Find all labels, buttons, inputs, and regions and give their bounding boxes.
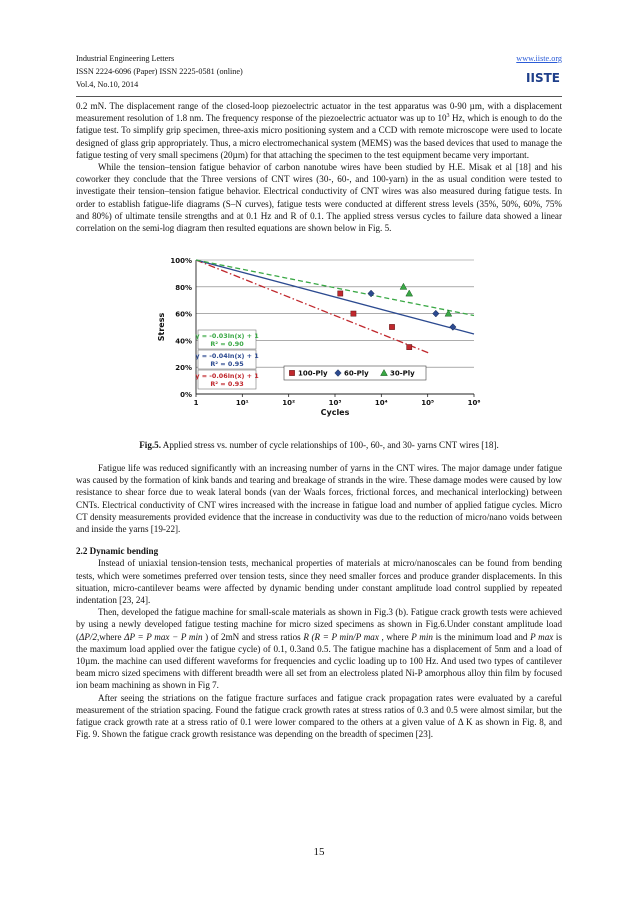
paragraph-2: While the tension–tension fatigue behavior of carbon nanotube wires have been studied by H.E. Misak et al [18] and his coworker they conclude that the Three versions of CNT wires (30-, 60-, and 100-yarn) in the as usual condition were tested to investigate their tension–tension fatigue behavior. Electrical conductivity of CNT wires was also measured during fatigue tests. In order to establish fatigue-life diagrams (S–N curves), fatigue tests were conducted at different stress levels (35%, 50%, 60%, 75% and 80%) of ultimate tensile strengths and at 0.1 Hz and R of 0.1. The applied stress versus cycles to failure data showed a linear correlation on the semi-log diagram then resulted equations are shown below in Fig. 5. xyxy=(76,162,562,234)
x-tick-label: 1 xyxy=(193,399,199,407)
paragraph-6: After seeing the striations on the fatigue fracture surfaces and fatigue crack propagation rates were evaluated by a careful measurement of the striation spacing. Found the fatigue crack growth rates at stress ratios of 0.3 and 0.5 were almost similar, but the fatigue crack growth rate at a stress ratio of 0.1 were lower compared to the others at a given value of Δ K as shown in Fig. 8, and Fig. 9. Shown the fatigue crack growth resistance was depending on the breadth of specimen [23]. xyxy=(76,692,562,740)
text-block-bottom xyxy=(76,462,562,740)
y-tick-label: 40% xyxy=(175,337,192,346)
data-point-100-Ply xyxy=(338,291,343,296)
text-block-top xyxy=(76,100,562,234)
chart-legend xyxy=(284,366,426,380)
page-number: 15 xyxy=(313,846,325,858)
header-rule xyxy=(76,96,562,97)
legend-marker-100-Ply xyxy=(289,370,294,375)
data-point-100-Ply xyxy=(407,345,412,350)
y-axis-title: Stress xyxy=(157,312,166,342)
equation-text: y = -0.03ln(x) + 1 xyxy=(195,332,259,340)
y-tick-label: 60% xyxy=(175,310,192,319)
x-tick-label: 10¹ xyxy=(235,399,249,407)
r-squared-text: R² = 0.95 xyxy=(210,360,244,368)
y-tick-label: 0% xyxy=(180,391,192,399)
stress-cycles-chart xyxy=(152,254,488,430)
y-tick-label: 80% xyxy=(175,283,192,292)
paragraph-1: 0.2 mN. The displacement range of the closed-loop piezoelectric actuator in the test apparatus was 0-90 µm, with a displacement measurement resolution of 1.8 nm. The frequency response of the piezoelectric actuator was up to $10^3$ Hz, which is enough to do the fatigue test. To simplify grip specimen, three-axis micro positioning system and a CCD with remote microscope were used to locate designed of glass grip appropriately. Thus, a micro electromechanical system (MEMS) was the based devices that used to manage the fatigue testing of very small specimens (20µm) for that attaching the specimen to the test equipment became very important. xyxy=(76,101,562,160)
legend-label: 30-Ply xyxy=(390,369,415,378)
logo-text: IISTE xyxy=(526,71,560,85)
x-tick-label: 10⁴ xyxy=(374,399,388,407)
r-squared-text: R² = 0.90 xyxy=(210,340,244,348)
equation-text: y = -0.06ln(x) + 1 xyxy=(195,372,259,380)
x-tick-label: 10² xyxy=(282,399,296,407)
volume-line: Vol.4, No.10, 2014 xyxy=(76,80,139,89)
r-squared-text: R² = 0.93 xyxy=(210,380,244,388)
legend-label: 100-Ply xyxy=(298,369,328,378)
equation-text: y = -0.04ln(x) + 1 xyxy=(195,352,259,360)
x-axis-title: Cycles xyxy=(320,408,350,417)
x-tick-label: 10³ xyxy=(328,399,342,407)
equation-boxes xyxy=(195,330,258,389)
iiste-logo xyxy=(524,67,562,87)
issn-line: ISSN 2224-6096 (Paper) ISSN 2225-0581 (online) xyxy=(76,67,243,76)
figure-caption: Fig.5. Applied stress vs. number of cycle relationships of 100-, 60-, and 30- yarns CNT wires [18]. xyxy=(139,440,499,450)
paragraph-4: Instead of uniaxial tension-tension tests, mechanical properties of materials at micro/nanoscales can be found from bending tests, which were sometimes preferred over tension tests, since they need smaller forces and produce grander displacements. In this situation, micro-cantilever beams were affected by dynamic bending under constant amplitude load control supplied by repeated indentation [23, 24]. xyxy=(76,558,562,606)
journal-name: Industrial Engineering Letters xyxy=(76,54,175,63)
y-tick-label: 20% xyxy=(175,364,192,373)
section-heading: 2.2 Dynamic bending xyxy=(76,546,159,557)
x-tick-label: 10⁶ xyxy=(467,399,481,407)
x-tick-label: 10⁵ xyxy=(421,399,435,407)
page-header xyxy=(76,52,562,91)
y-tick-label: 100% xyxy=(170,257,192,265)
data-point-100-Ply xyxy=(351,311,356,316)
paragraph-3: Fatigue life was reduced significantly with an increasing number of yarns in the CNT wires. The major damage under fatigue was caused by the formation of kink bands and tearing and breakage of strands in the wire. These damage modes were caused by low resistance to shear force due to weak lateral bonds (van der Waals forces, frictional forces, and mechanical interlocking) between CNTs. Electrical conductivity of CNT wires increased with the increase in fatigue load and number of applied fatigue cycles. Micro CT density measurements provided evidence that the increase in conductivity was due to the reduction of micro/nano voids between and inside the yarns [19-22]. xyxy=(76,463,562,535)
journal-link[interactable]: www.iiste.org xyxy=(516,54,562,63)
legend-label: 60-Ply xyxy=(344,369,369,378)
paragraph-5: Then, developed the fatigue machine for small-scale materials as shown in Fig.3 (b). Fatigue crack growth tests were achieved by using a newly developed fatigue testing machine for micro sized specimens as shown in Fig.6.Under constant amplitude load (ΔP/2,where ΔP = P max − P min ) of 2mN and stress ratios R (R = P min/P max , where P min is the minimum load and P max is the maximum load applied over the fatigue cycle) of 0.1, 0.3and 0.5. The fatigue machine has a displacement of 5nm and a load of 10µm. the machine can used different waveforms for frequencies and cyclic loading up to 100 Hz. And used two types of cantilever beam micro sized specimens with different breadth were all set from an electroless plated Ni-P amorphous alloy thin film by focused ion beam machining as shown in Fig 7. xyxy=(76,607,562,691)
data-point-100-Ply xyxy=(389,324,394,329)
